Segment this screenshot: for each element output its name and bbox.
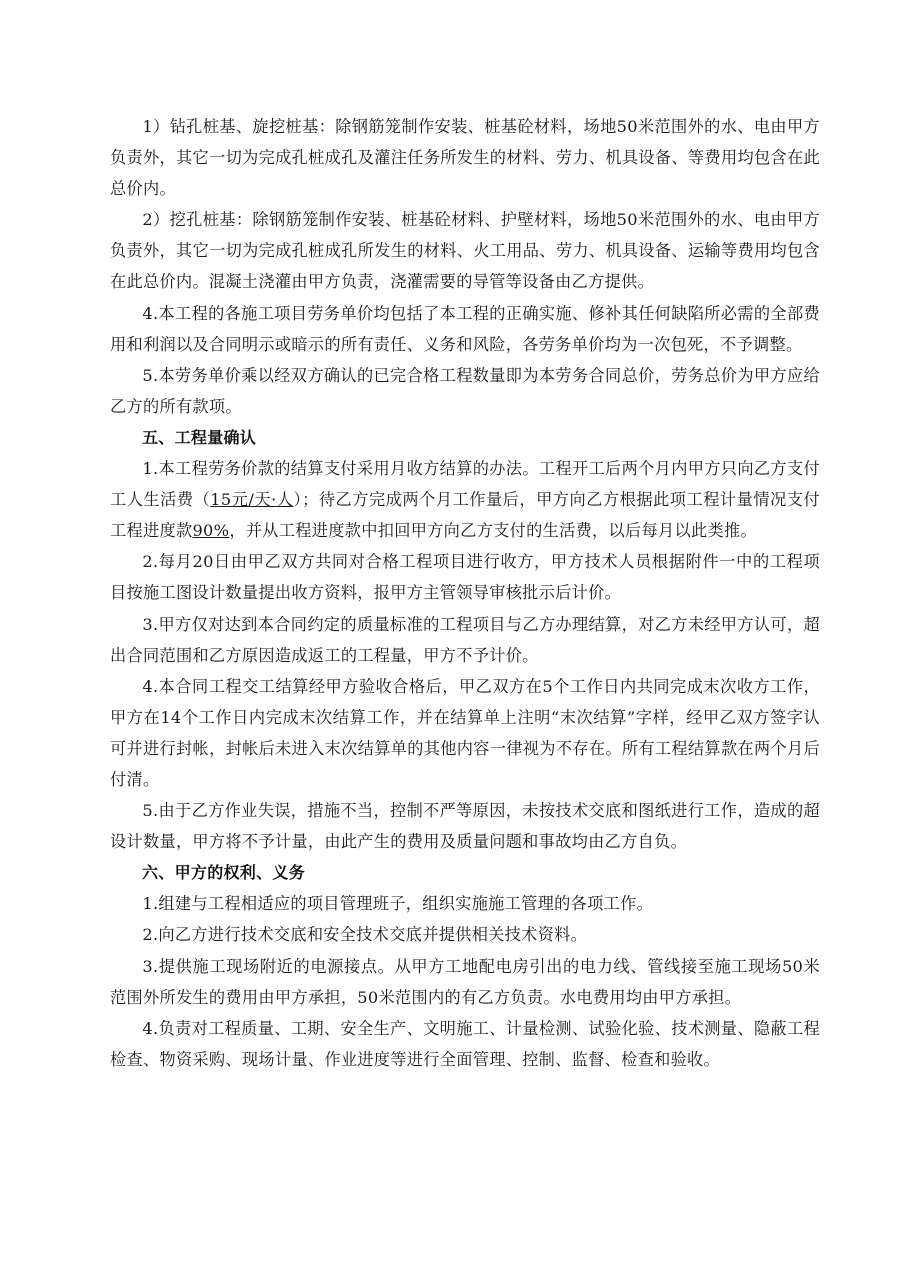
clause-dug-pile: 2）挖孔桩基：除钢筋笼制作安装、桩基砼材料、护壁材料，场地50米范围外的水、电由甲方负责外，其它一切为完成孔桩成孔所发生的材料、火工用品、劳力、机具设备、运输等费用均包含在此总价内。混凝土浇灌由甲方负责，浇灌需要的导管等设备由乙方提供。 (110, 210, 820, 292)
clause-text: 1.本工程劳务价款的结算支付采用月收方结算的办法。工程开工后两个月内甲方只向乙方支付工人生活费（ (110, 459, 820, 510)
section-heading-party-a-rights: 六、甲方的权利、义务 (142, 863, 306, 883)
document-body (110, 111, 820, 1075)
clause-contractor-fault: 5.由于乙方作业失误，措施不当，控制不严等原因，未按技术交底和图纸进行工作，造成的超设计数量，甲方将不予计量，由此产生的费用及质量问题和事故均由乙方自负。 (110, 801, 820, 852)
clause-monthly-measurement: 2.每月20日由甲乙双方共同对合格工程项目进行收方，甲方技术人员根据附件一中的工程项目按施工图设计数量提出收方资料，报甲方主管领导审核批示后计价。 (110, 552, 820, 603)
clause-management-team: 1.组建与工程相适应的项目管理班子，组织实施施工管理的各项工作。 (142, 894, 654, 914)
clause-monthly-settlement (110, 453, 820, 546)
section-heading-quantity-confirmation: 五、工程量确认 (142, 427, 257, 447)
clause-text: ，并从工程进度款中扣回甲方向乙方支付的生活费，以后每月以此类推。 (229, 521, 757, 541)
clause-final-settlement: 4.本合同工程交工结算经甲方验收合格后，甲乙双方在5个工作日内共同完成末次收方工作，甲方在14个工作日内完成末次结算工作，并在结算单上注明“末次结算”字样，经甲乙双方签字认可并进行封帐，封帐后未进入末次结算单的其他内容一律视为不存在。所有工程结算款在两个月后付清。 (110, 676, 820, 789)
clause-unit-price: 4.本工程的各施工项目劳务单价均包括了本工程的正确实施、修补其任何缺陷所必需的全部费用和利润以及合同明示或暗示的所有责任、义务和风险，各劳务单价均为一次包死，不予调整。 (110, 303, 820, 354)
living-allowance-rate: 15元/天·人 (210, 490, 294, 510)
progress-payment-percent: 90% (192, 521, 230, 541)
clause-technical-briefing: 2.向乙方进行技术交底和安全技术交底并提供相关技术资料。 (142, 925, 588, 945)
clause-qualified-settlement: 3.甲方仅对达到本合同约定的质量标准的工程项目与乙方办理结算，对乙方未经甲方认可，超出合同范围和乙方原因造成返工的工程量，甲方不予计价。 (110, 614, 820, 665)
clause-drilled-pile: 1）钻孔桩基、旋挖桩基：除钢筋笼制作安装、桩基砼材料，场地50米范围外的水、电由甲方负责外，其它一切为完成孔桩成孔及灌注任务所发生的材料、劳力、机具设备、等费用均包含在此总价内。 (110, 117, 820, 199)
clause-supervision: 4.负责对工程质量、工期、安全生产、文明施工、计量检测、试验化验、技术测量、隐蔽工程检查、物资采购、现场计量、作业进度等进行全面管理、控制、监督、检查和验收。 (110, 1018, 820, 1069)
clause-text: ）；待乙方完成两个月工作量后，甲方向乙方根据此项工程计量情况支付工程进度款 (110, 490, 820, 541)
clause-power-supply: 3.提供施工现场附近的电源接点。从甲方工地配电房引出的电力线、管线接至施工现场50米范围外所发生的费用由甲方承担，50米范围内的有乙方负责。水电费用均由甲方承担。 (110, 956, 820, 1007)
clause-total-price: 5.本劳务单价乘以经双方确认的已完合格工程数量即为本劳务合同总价，劳务总价为甲方应给乙方的所有款项。 (110, 365, 820, 416)
